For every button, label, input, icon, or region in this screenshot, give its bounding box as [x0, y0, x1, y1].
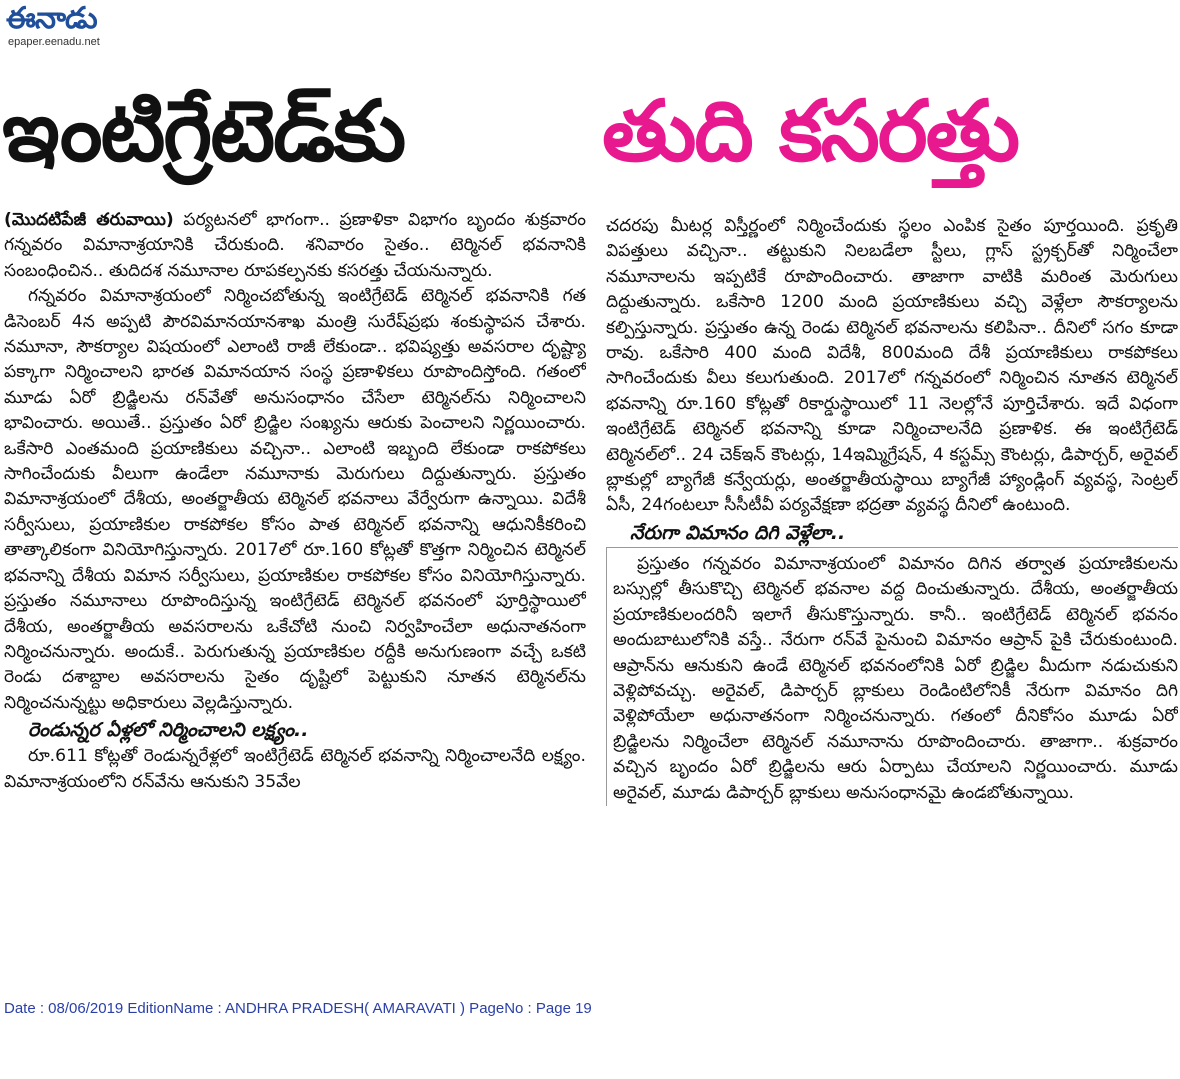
continuation-label: (మొదటిపేజీ తరువాయి): [4, 210, 174, 230]
headline-part-black: ఇంటిగ్రేటెడ్‌కు: [2, 82, 405, 180]
article-right-column: [606, 214, 1178, 1002]
right-subheading: నేరుగా విమానం దిగి వెళ్లేలా..: [630, 521, 846, 544]
left-paragraph-2: గన్నవరం విమానాశ్రయంలో నిర్మించబోతున్న ఇంటిగ్రేటెడ్‌ టెర్మినల్‌ భవనానికి గత డిసెంబర్‌ 4న అప్పటి పౌరవిమానయానశాఖ మంత్రి సురేష్‌ప్రభు శంకుస్థాపన చేశారు. నమూనా, సౌకర్యాల విషయంలో ఎలాంటి రాజీ లేకుండా.. భవిష్యత్తు అవసరాల దృష్ట్యా పక్కాగా నిర్మించాలని భారత విమానయాన సంస్థ ప్రణాళికలు రూపొందిస్తోంది. గతంలో మూడు ఏరో బ్రిడ్జిలను రన్‌వేతో అనుసంధానం చేసేలా టెర్మినల్‌ను నిర్మించాలని భావించారు. అయితే.. ప్రస్తుతం ఏరో బ్రిడ్జిల సంఖ్యను ఆరుకు పెంచాలని నిర్ణయించారు. ఒకేసారి ఎంతమంది ప్రయాణికులు వచ్చినా.. ఎలాంటి ఇబ్బంది లేకుండా రాకపోకలు సాగించేందుకు వీలుగా ఉండేలా నమూనాకు మెరుగులు దిద్దుతున్నారు. ప్రస్తుతం విమానాశ్రయంలో దేశీయ, అంతర్జాతీయ టెర్మినల్‌ భవనాలు వేర్వేరుగా ఉన్నాయి. విదేశీ సర్వీసులు, ప్రయాణికుల రాకపోకల కోసం పాత టెర్మినల్‌ భవనాన్ని ఆధునికీకరించి తాత్కాలికంగా వినియోగిస్తున్నారు. 2017లో రూ.160 కోట్లతో కొత్తగా నిర్మించిన టెర్మినల్‌ భవనాన్ని దేశీయ విమాన సర్వీసులు, ప్రయాణికుల రాకపోకల కోసం వినియోగిస్తున్నారు. ప్రస్తుతం నమూనాలు రూపొందిస్తున్న ఇంటిగ్రేటెడ్‌ టెర్మినల్‌ భవనంలో పూర్తిస్థాయిలో దేశీయ, అంతర్జాతీయ అవసరాలను ఒకేచోటి నుంచి నిర్వహించేలా అధునాతనంగా నిర్మించనున్నారు. అందుకే.. పెరుగుతున్న ప్రయాణికుల రద్దీకి అనుగుణంగా వచ్చే ఒకటి రెండు దశాబ్దాల అవసరాలను సైతం దృష్టిలో పెట్టుకుని నూతన టెర్మినల్‌ను నిర్మించనున్నట్టు అధికారులు వెల్లడిస్తున్నారు.: [4, 286, 586, 713]
right-paragraph-1: చదరపు మీటర్ల విస్తీర్ణంలో నిర్మించేందుకు స్థలం ఎంపిక సైతం పూర్తయింది. ప్రకృతి విపత్తులు వచ్చినా.. తట్టుకుని నిలబడేలా స్టీలు, గ్లాస్‌ స్ట్రక్చర్‌తో నిర్మించేలా నమూనాలను ఇప్పటికే రూపొందించారు. తాజాగా వాటికి మరింత మెరుగులు దిద్దుతున్నారు. ఒకేసారి 1200 మంది ప్రయాణికులు వచ్చి వెళ్లేలా సౌకర్యాలను కల్పిస్తున్నారు. ప్రస్తుతం ఉన్న రెండు టెర్మినల్‌ భవనాలను కలిపినా.. దీనిలో సగం కూడా రావు. ఒకేసారి 400 మంది విదేశీ, 800మంది దేశీ ప్రయాణికులు రాకపోకలు సాగించేందుకు వీలు కలుగుతుంది. 2017లో గన్నవరంలో నిర్మించిన నూతన టెర్మినల్‌ భవనాన్ని రూ.160 కోట్లతో రికార్డుస్థాయిలో 11 నెలల్లోనే పూర్తిచేశారు. ఇదే విధంగా ఇంటిగ్రేటెడ్‌ టెర్మినల్‌ భవనాన్ని కూడా నిర్మించాలనేది ప్రణాళిక. ఈ ఇంటిగ్రేటెడ్‌ టెర్మినల్‌లో.. 24 చెక్‌ఇన్‌ కౌంటర్లు, 14ఇమ్మిగ్రేషన్‌, 4 కస్టమ్స్‌ కౌంటర్లు, డిపార్చర్‌, అరైవల్‌ బ్లాకుల్లో బ్యాగేజీ కన్వేయర్లు, అంతర్జాతీయస్థాయి బ్యాగేజీ హ్యాండ్లింగ్‌ వ్యవస్థ, సెంట్రల్‌ ఏసీ, 24గంటలూ సీసీటీవీ పర్యవేక్షణా భద్రతా వ్యవస్థ దీనిలో ఉంటుంది.: [606, 216, 1178, 516]
right-boxed-section: [606, 547, 1178, 806]
headline-part-pink: తుది కసరత్తు: [602, 82, 1019, 180]
epaper-url: epaper.eenadu.net: [8, 36, 100, 48]
headline: [0, 78, 1180, 208]
left-paragraph-3: రూ.611 కోట్లతో రెండున్నరేళ్లలో ఇంటిగ్రేటెడ్‌ టెర్మినల్‌ భవనాన్ని నిర్మించాలనేది లక్ష్యం. విమానాశ్రయంలోని రన్‌వేను ఆనుకుని 35వేల: [4, 746, 586, 792]
edition-dateline: Date : 08/06/2019 EditionName : ANDHRA PRADESH( AMARAVATI ) PageNo : Page 19: [4, 1000, 592, 1017]
right-paragraph-2: ప్రస్తుతం గన్నవరం విమానాశ్రయంలో విమానం దిగిన తర్వాత ప్రయాణికులను బస్సుల్లో తీసుకొచ్చి టెర్మినల్‌ భవనాల వద్ద దించుతున్నారు. దేశీయ, అంతర్జాతీయ ప్రయాణికులందరినీ ఇలాగే తీసుకొస్తున్నారు. కానీ.. ఇంటిగ్రేటెడ్‌ టెర్మినల్‌ భవనం అందుబాటులోనికి వస్తే.. నేరుగా రన్‌వే పైనుంచి విమానం ఆప్రాన్‌ పైకి చేరుకుంటుంది. ఆప్రాన్‌ను ఆనుకుని ఉండే టెర్మినల్‌ భవనంలోనికి ఏరో బ్రిడ్జిల మీదుగా నడుచుకుని వెళ్లిపోవచ్చు. అరైవల్‌, డిపార్చర్‌ బ్లాకులు రెండింటిలోనికీ నేరుగా విమానం దిగి వెళ్లిపోయేలా అధునాతనంగా నిర్మించనున్నారు. గతంలో దీనికోసం మూడు ఏరో బ్రిడ్జిలను నిర్మించేలా టెర్మినల్‌ నమూనాను రూపొందించారు. తాజాగా.. శుక్రవారం వచ్చిన బృందం ఏరో బ్రిడ్జిలను ఆరు ఏర్పాటు చేయాలని నిర్ణయించారు. మూడు అరైవల్‌, మూడు డిపార్చర్‌ బ్లాకులు అనుసంధానమై ఉండబోతున్నాయి.: [613, 553, 1178, 803]
left-paragraph-1: [4, 208, 586, 284]
masthead: [0, 0, 160, 56]
article-left-column: [4, 208, 586, 1004]
left-paragraph-1-text: పర్యటనలో భాగంగా.. ప్రణాళికా విభాగం బృందం శుక్రవారం గన్నవరం విమానాశ్రయానికి చేరుకుంది. శనివారం సైతం.. టెర్మినల్‌ భవనానికి సంబంధించిన.. తుదిదశ నమూనాల రూపకల్పనకు కసరత్తు చేయనున్నారు.: [4, 210, 586, 281]
left-subheading: రెండున్నర ఏళ్లలో నిర్మించాలని లక్ష్యం..: [28, 719, 309, 742]
eenadu-logo: ఈనాడు: [6, 1, 97, 36]
